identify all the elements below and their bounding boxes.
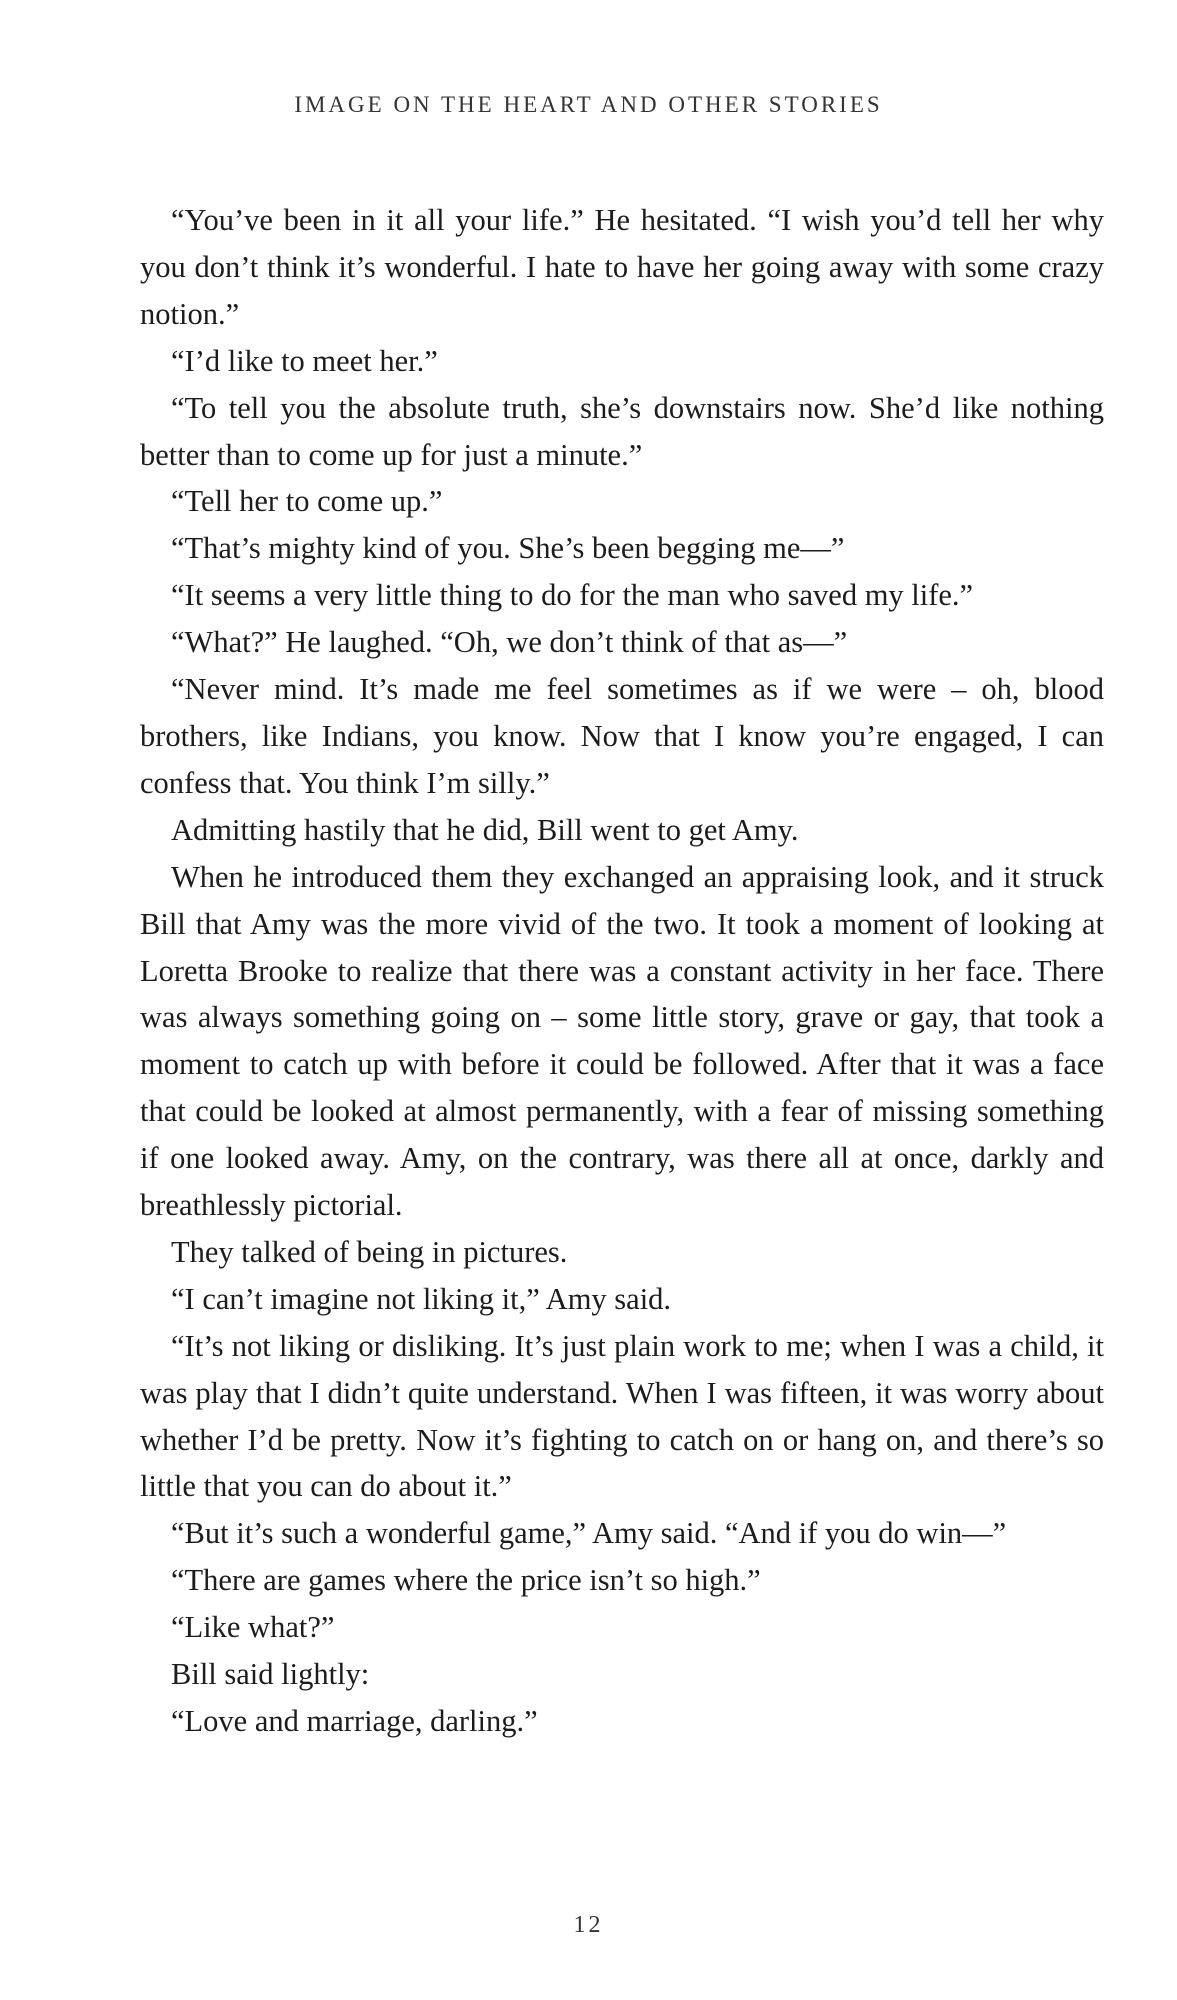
paragraph: “Tell her to come up.” <box>171 484 443 519</box>
running-header: IMAGE ON THE HEART AND OTHER STORIES <box>294 92 883 117</box>
paragraph: “That’s mighty kind of you. She’s been begging me—” <box>171 531 845 566</box>
paragraph: “But it’s such a wonderful game,” Amy said. “And if you do win—” <box>171 1516 1007 1551</box>
paragraph: “You’ve been in it all your life.” He hesitated. “I wish you’d tell her why you don’t think it’s wonderful. I hate to have her going away with some crazy notion.” <box>140 203 1104 331</box>
paragraph: “There are games where the price isn’t so high.” <box>171 1563 761 1598</box>
body-text <box>140 197 1104 1745</box>
paragraph: “Love and marriage, darling.” <box>171 1704 538 1738</box>
paragraph: “It’s not liking or disliking. It’s just plain work to me; when I was a child, it was play that I didn’t quite understand. When I was fifteen, it was worry about whether I’d be pretty. Now it’s fighting to catch on or hang on, and there’s so little that you can do about it.” <box>140 1328 1104 1504</box>
paragraph: Bill said lightly: <box>171 1657 370 1692</box>
paragraph: “What?” He laughed. “Oh, we don’t think of that as—” <box>171 625 848 660</box>
paragraph: “Like what?” <box>171 1610 335 1645</box>
page-number: 12 <box>573 1912 604 1938</box>
paragraph: “To tell you the absolute truth, she’s downstairs now. She’d like nothing better than to come up for just a minute.” <box>140 390 1104 472</box>
paragraph: “It seems a very little thing to do for the man who saved my life.” <box>171 578 974 613</box>
paragraph: “I can’t imagine not liking it,” Amy said. <box>171 1281 672 1316</box>
paragraph: When he introduced them they exchanged an appraising look, and it struck Bill that Amy was the more vivid of the two. It took a moment of looking at Loretta Brooke to realize that there was a constant activity in her face. There was always something going on – some little story, grave or gay, that took a moment to catch up with before it could be followed. After that it was a face that could be looked at almost permanently, with a fear of missing something if one looked away. Amy, on the contrary, was there all at once, darkly and breathlessly pictorial. <box>140 859 1104 1223</box>
paragraph: They talked of being in pictures. <box>171 1234 568 1269</box>
paragraph: Admitting hastily that he did, Bill went to get Amy. <box>171 812 799 847</box>
paragraph: “I’d like to meet her.” <box>171 343 438 378</box>
paragraph: “Never mind. It’s made me feel sometimes as if we were – oh, blood brothers, like Indians, you know. Now that I know you’re engaged, I can confess that. You think I’m silly.” <box>140 672 1104 800</box>
